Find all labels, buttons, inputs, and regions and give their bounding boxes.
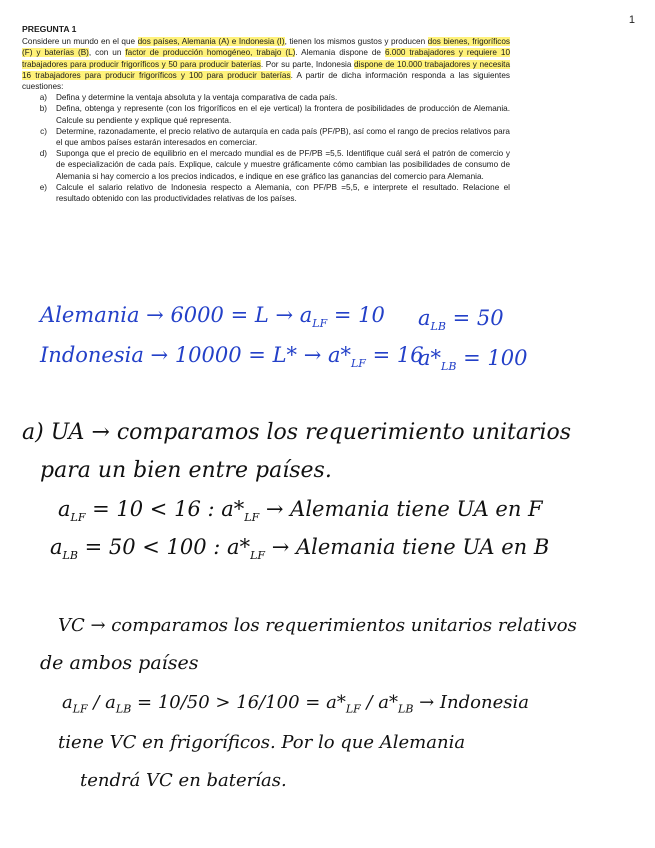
part-text: Determine, razonadamente, el precio relativo de autarquía en cada país (PF/PB), así como el rango de precios relativos para el que ambos países estarán interesados en comerciar. [56, 126, 510, 148]
part-label: a) [39, 93, 47, 103]
question-part [22, 126, 510, 148]
question-parts [22, 92, 510, 204]
note-ua-b: $a_{LB} = 50 < 100$ : $a*_{LF}$ → Alemania tiene UA en B [50, 535, 550, 563]
intro-text: . Alemania dispone de [295, 48, 385, 58]
intro-text: , tienen los mismos gustos y producen [284, 37, 428, 47]
note-indonesia: Indonesia → $10000 = L* \to a*_{LF} = 16$ [40, 343, 424, 371]
highlighted-text: dispone de 10.000 trabajadores y necesita 16 trabajadores para producir frigoríficos y 100 para producir baterías [22, 59, 511, 80]
part-label: d) [39, 149, 47, 159]
note-vc-line5: tendrá VC en baterías. [80, 770, 287, 791]
note-vc-line2: de ambos países [40, 652, 199, 674]
part-label: c) [40, 126, 47, 136]
note-vc-eq: $a_{LF} / a_{LB} = 10/50 > 16/100 = a*_{LF} / a*_{LB}$ → Indonesia [62, 692, 529, 716]
intro-text: Considere un mundo en el que [22, 37, 138, 47]
intro-text: , con un [88, 48, 126, 58]
highlighted-text: dos países, Alemania (A) e Indonesia (I) [137, 37, 285, 47]
note-indonesia-b: $a*_{LB} = 100$ [418, 346, 528, 374]
question-part [22, 148, 510, 182]
intro-text: . Por su parte, Indonesia [260, 59, 355, 69]
note-vc-line1: VC → comparamos los requerimientos unitarios relativos [58, 615, 577, 636]
part-label: e) [39, 182, 47, 192]
question-part [22, 92, 510, 103]
part-text: Defina y determine la ventaja absoluta y la ventaja comparativa de cada país. [56, 93, 338, 103]
question-intro [22, 36, 510, 92]
part-text: Defina, obtenga y represente (con los frigoríficos en el eje vertical) la frontera de posibilidades de producción de Alemania. Calcule su pendiente y explique qué representa. [56, 104, 510, 125]
part-text: Suponga que el precio de equilibrio en el mercado mundial es de PF/PB =5,5. Identifique cuál será el patrón de comercio y de especialización de cada país. Explique, calcule y muestre gráficamente cómo cambian las posibilidades de consumo de Alemania si hay comercio a los precios indicados, e indique en ese gráfico las ganancias del comercio para Alemania. [56, 149, 510, 181]
question-title: PREGUNTA 1 [22, 24, 77, 34]
note-alemania-b: $a_{LB} = 50$ [418, 306, 504, 334]
question-part [22, 103, 510, 125]
note-ua-line2: para un bien entre países. [40, 458, 332, 483]
page-number: 1 [628, 14, 635, 26]
note-alemania: Alemania → $6000 = L \to a_{LF} = 10$ [40, 303, 385, 331]
part-label: b) [39, 104, 47, 114]
intro-text: . A partir de dicha información responda a las siguientes cuestiones: [22, 70, 510, 92]
part-text: Calcule el salario relativo de Indonesia respecto a Alemania, con PF/PB =5,5, e interprete el resultado. Relacione el resultado obtenido con las productividades relativas de los países. [56, 182, 510, 204]
highlighted-text: dos bienes, frigoríficos (F) y baterías (B) [22, 37, 511, 58]
note-ua-line1: a) UA → comparamos los requerimiento unitarios [22, 420, 572, 445]
highlighted-text: 6.000 trabajadores y requiere 10 trabajadores para producir frigoríficos y 50 para producir baterías [22, 48, 511, 69]
note-vc-line4: tiene VC en frigoríficos. Por lo que Alemania [58, 732, 466, 753]
highlighted-text: factor de producción homogéneo, trabajo (L) [125, 48, 296, 58]
question-part [22, 182, 510, 204]
question-block [22, 24, 510, 204]
note-ua-f: $a_{LF} = 10 < 16$ : $a*_{LF}$ → Alemania tiene UA en F [58, 497, 543, 525]
